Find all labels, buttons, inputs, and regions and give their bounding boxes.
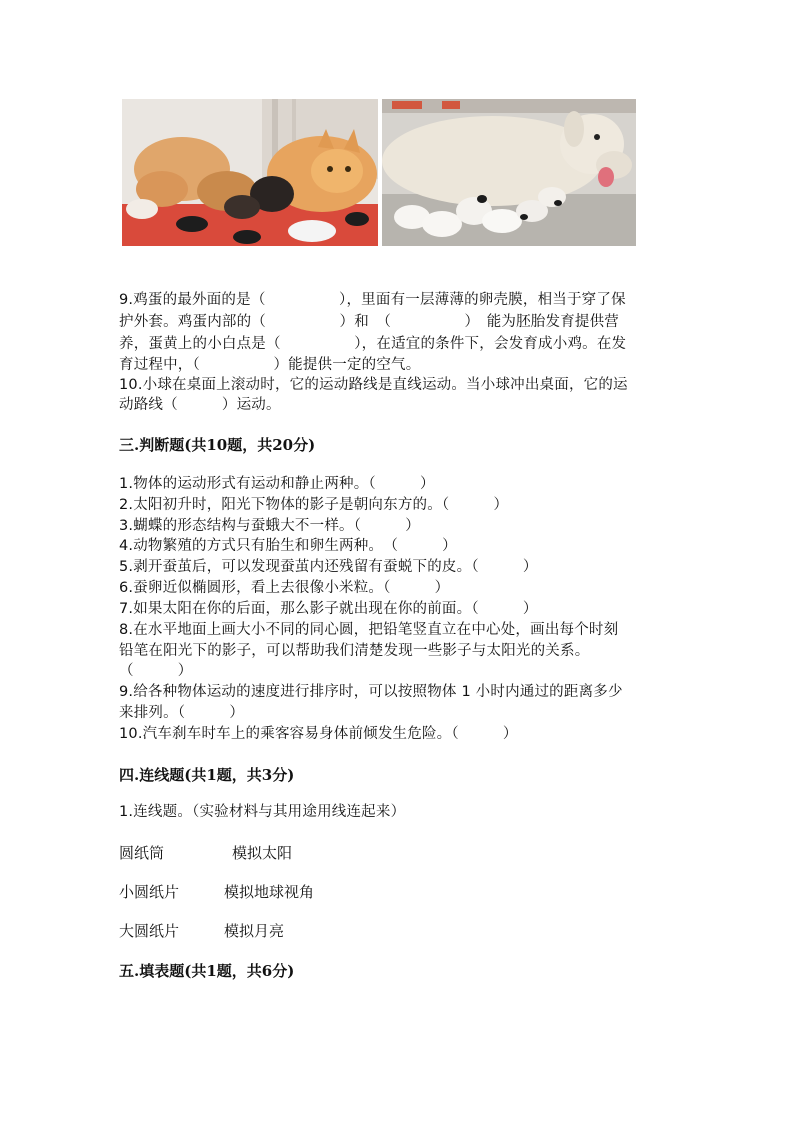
match-right-1: 模拟太阳 [232, 844, 293, 862]
question-10-line-1: 10.小球在桌面上滚动时，它的运动路线是直线运动。当小球冲出桌面，它的运 [119, 377, 628, 393]
judge-item-8-line-2: 铅笔在阳光下的影子，可以帮助我们清楚发现一些影子与太阳光的关系。 [119, 643, 590, 659]
section-4-title: 四.连线题(共1题，共3分) [119, 766, 295, 784]
judge-item-8-line-1: 8.在水平地面上画大小不同的同心圆，把铅笔竖直立在中心处，画出每个时刻 [119, 622, 619, 638]
judge-item-4: 4.动物繁殖的方式只有胎生和卵生两种。 （ ） [119, 538, 457, 554]
judge-item-2: 2.太阳初升时，阳光下物体的影子是朝向东方的。（ ） [119, 497, 509, 513]
judge-item-6: 6.蚕卵近似椭圆形，看上去很像小米粒。（ ） [119, 580, 450, 596]
judge-item-8-line-3: （ ） [119, 663, 193, 679]
match-left-3: 大圆纸片 [119, 922, 180, 940]
judge-item-9-line-1: 9.给各种物体运动的速度进行排序时，可以按照物体 1 小时内通过的距离多少 [119, 684, 623, 700]
dog-nursing-puppies-image [382, 99, 636, 246]
question-10-line-2: 动路线（ ）运动。 [119, 397, 281, 413]
judge-item-10: 10.汽车刹车时车上的乘客容易身体前倾发生危险。（ ） [119, 726, 518, 742]
question-9-line-2: 护外套。鸡蛋内部的（ ）和 （ ） 能为胚胎发育提供营 [119, 314, 619, 330]
judge-item-7: 7.如果太阳在你的后面，那么影子就出现在你的前面。（ ） [119, 601, 538, 617]
section-3-title: 三.判断题(共10题，共20分) [119, 436, 316, 454]
judge-item-9-line-2: 来排列。（ ） [119, 705, 245, 721]
question-9-line-1: 9.鸡蛋的最外面的是（ ），里面有一层薄薄的卵壳膜，相当于穿了保 [119, 292, 626, 308]
judge-item-3: 3.蝴蝶的形态结构与蚕蛾大不一样。（ ） [119, 518, 420, 534]
judge-item-1: 1.物体的运动形式有运动和静止两种。（ ） [119, 476, 435, 492]
match-right-3: 模拟月亮 [224, 922, 285, 940]
match-right-2: 模拟地球视角 [224, 883, 315, 901]
question-9-line-3: 养，蛋黄上的小白点是（ ），在适宜的条件下，会发育成小鸡。在发 [119, 336, 627, 352]
match-left-2: 小圆纸片 [119, 883, 180, 901]
cat-nursing-kittens-image [122, 99, 378, 246]
judge-item-5: 5.剥开蚕茧后，可以发现蚕茧内还残留有蚕蜕下的皮。（ ） [119, 559, 538, 575]
animal-photos [122, 99, 636, 246]
question-9-line-4: 育过程中，（ ）能提供一定的空气。 [119, 357, 421, 373]
match-left-1: 圆纸筒 [119, 844, 165, 862]
matching-question-1: 1.连线题。（实验材料与其用途用线连起来） [119, 804, 406, 820]
section-5-title: 五.填表题(共1题，共6分) [119, 962, 295, 980]
